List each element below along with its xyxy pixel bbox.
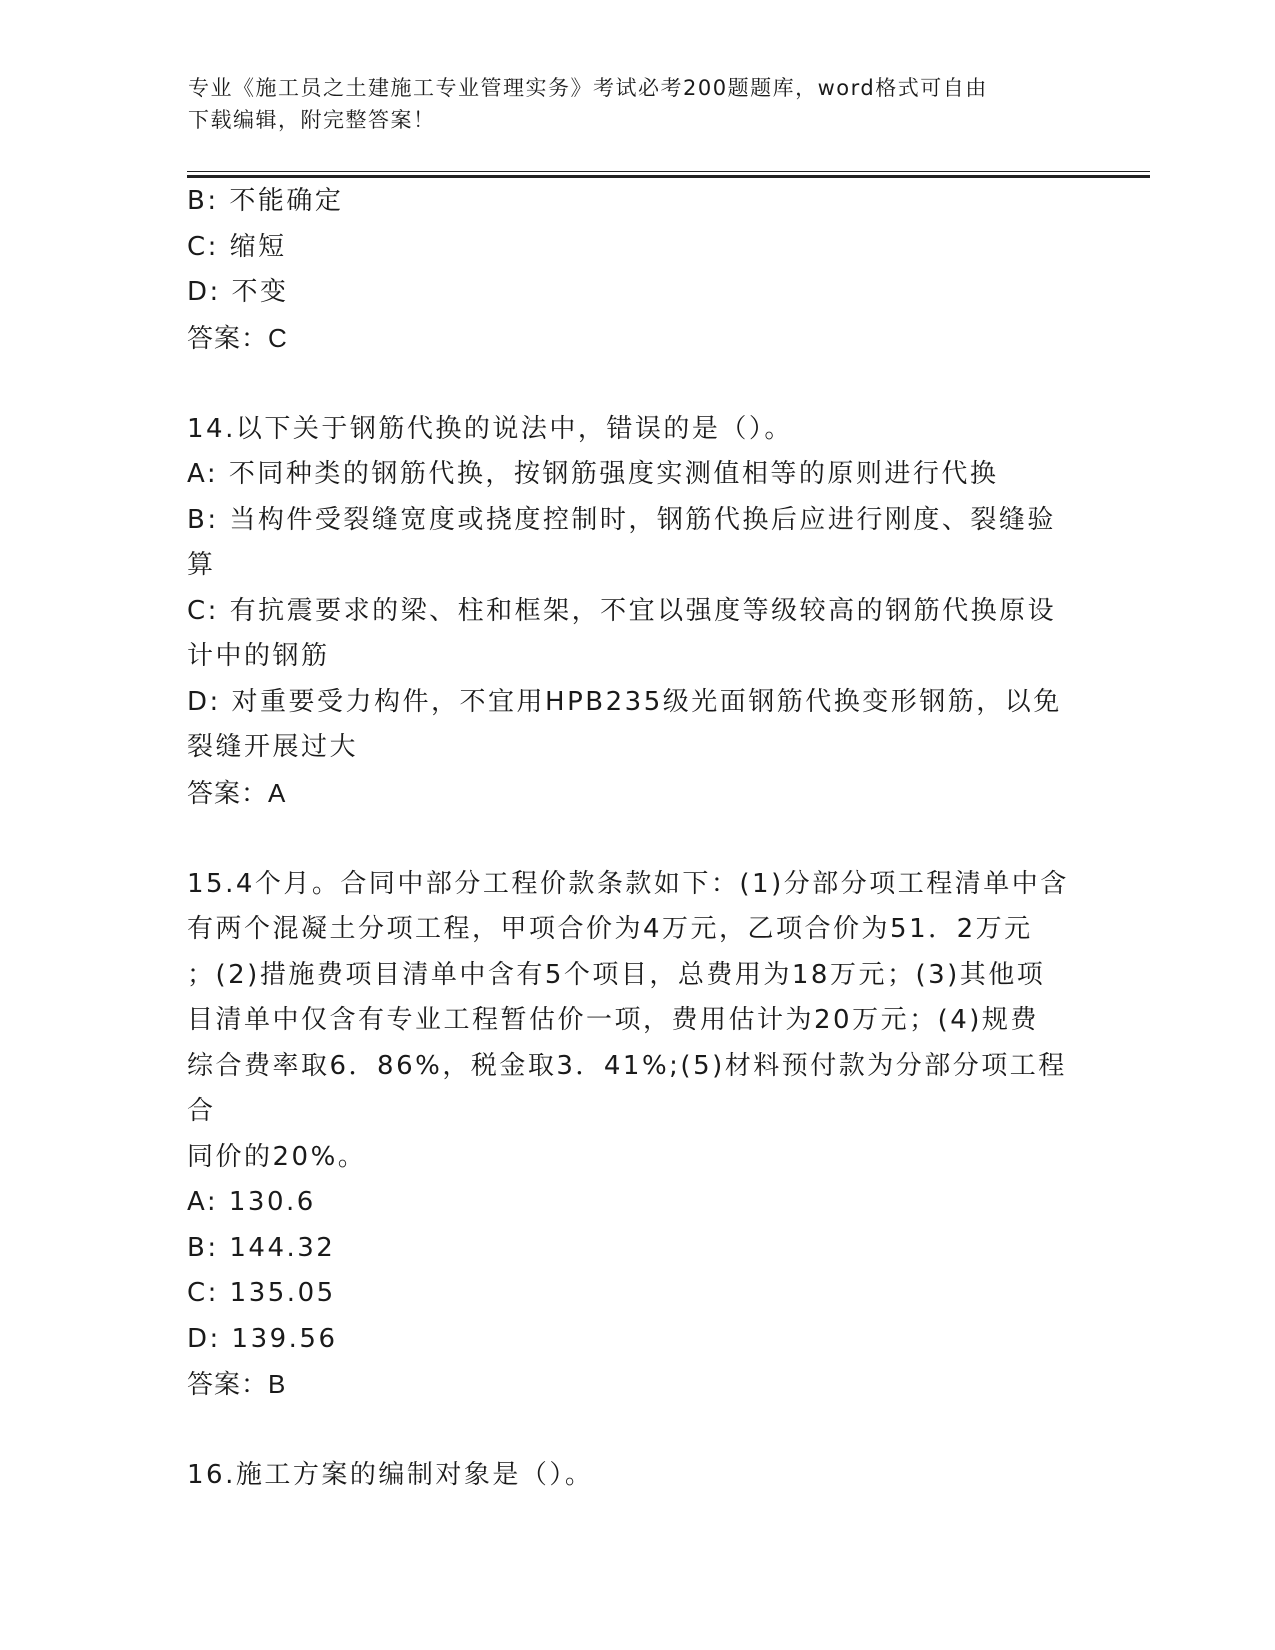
header-rule-thin: [187, 171, 1150, 172]
question-stem-line-2: 有两个混凝土分项工程，甲项合价为4万元，乙项合价为51．2万元: [187, 914, 1033, 944]
question-stem: 16.施工方案的编制对象是（）。: [187, 1460, 594, 1490]
option-c-line-1: C: 有抗震要求的梁、柱和框架，不宜以强度等级较高的钢筋代换原设: [187, 595, 1057, 626]
option-a: A: 130.6: [187, 1187, 316, 1217]
spacer: [187, 816, 1087, 862]
answer-line: 答案：B: [187, 1369, 287, 1399]
question-13-block: [187, 179, 1087, 361]
option-d-line-1: D: 对重要受力构件，不宜用HPB235级光面钢筋代换变形钢筋，以免: [187, 686, 1062, 717]
option-d: D: 139.56: [187, 1323, 338, 1354]
question-stem-line-3: ；(2)措施费项目清单中含有5个项目，总费用为18万元；(3)其他项: [187, 959, 1046, 990]
question-stem-line-5: 综合费率取6．86%，税金取3．41%;(5)材料预付款为分部分项工程合: [187, 1050, 1067, 1126]
header-rule-thick: [187, 175, 1150, 178]
document-header: [188, 72, 1068, 136]
option-c: C: 缩短: [187, 231, 287, 262]
question-stem-line-6: 同价的20%。: [187, 1141, 367, 1172]
header-line-2: 下载编辑，附完整答案！: [188, 108, 436, 132]
question-14-block: [187, 407, 1087, 817]
question-16-block: [187, 1453, 1087, 1499]
option-b-line-1: B: 当构件受裂缝宽度或挠度控制时，钢筋代换后应进行刚度、裂缝验: [187, 504, 1056, 535]
header-line-1: 专业《施工员之土建施工专业管理实务》考试必考200题题库，word格式可自由: [188, 76, 988, 100]
answer-line: 答案：C: [187, 322, 288, 353]
option-b-line-2: 算: [187, 550, 216, 580]
option-d-line-2: 裂缝开展过大: [187, 732, 359, 762]
option-b: B: 不能确定: [187, 186, 344, 216]
document-body: [187, 179, 1087, 1499]
option-a: A: 不同种类的钢筋代换，按钢筋强度实测值相等的原则进行代换: [187, 459, 999, 489]
option-c-line-2: 计中的钢筋: [187, 641, 330, 671]
question-stem-line-1: 15.4个月。合同中部分工程价款条款如下：(1)分部分项工程清单中含: [187, 868, 1069, 899]
question-stem: 14.以下关于钢筋代换的说法中，错误的是（）。: [187, 413, 793, 444]
question-15-block: [187, 862, 1087, 1408]
option-b: B: 144.32: [187, 1232, 336, 1263]
spacer: [187, 361, 1087, 407]
spacer: [187, 1408, 1087, 1454]
option-d: D: 不变: [187, 277, 289, 307]
option-c: C: 135.05: [187, 1278, 336, 1308]
question-stem-line-4: 目清单中仅含有专业工程暂估价一项，费用估计为20万元；(4)规费: [187, 1005, 1039, 1035]
answer-line: 答案：A: [187, 777, 287, 808]
